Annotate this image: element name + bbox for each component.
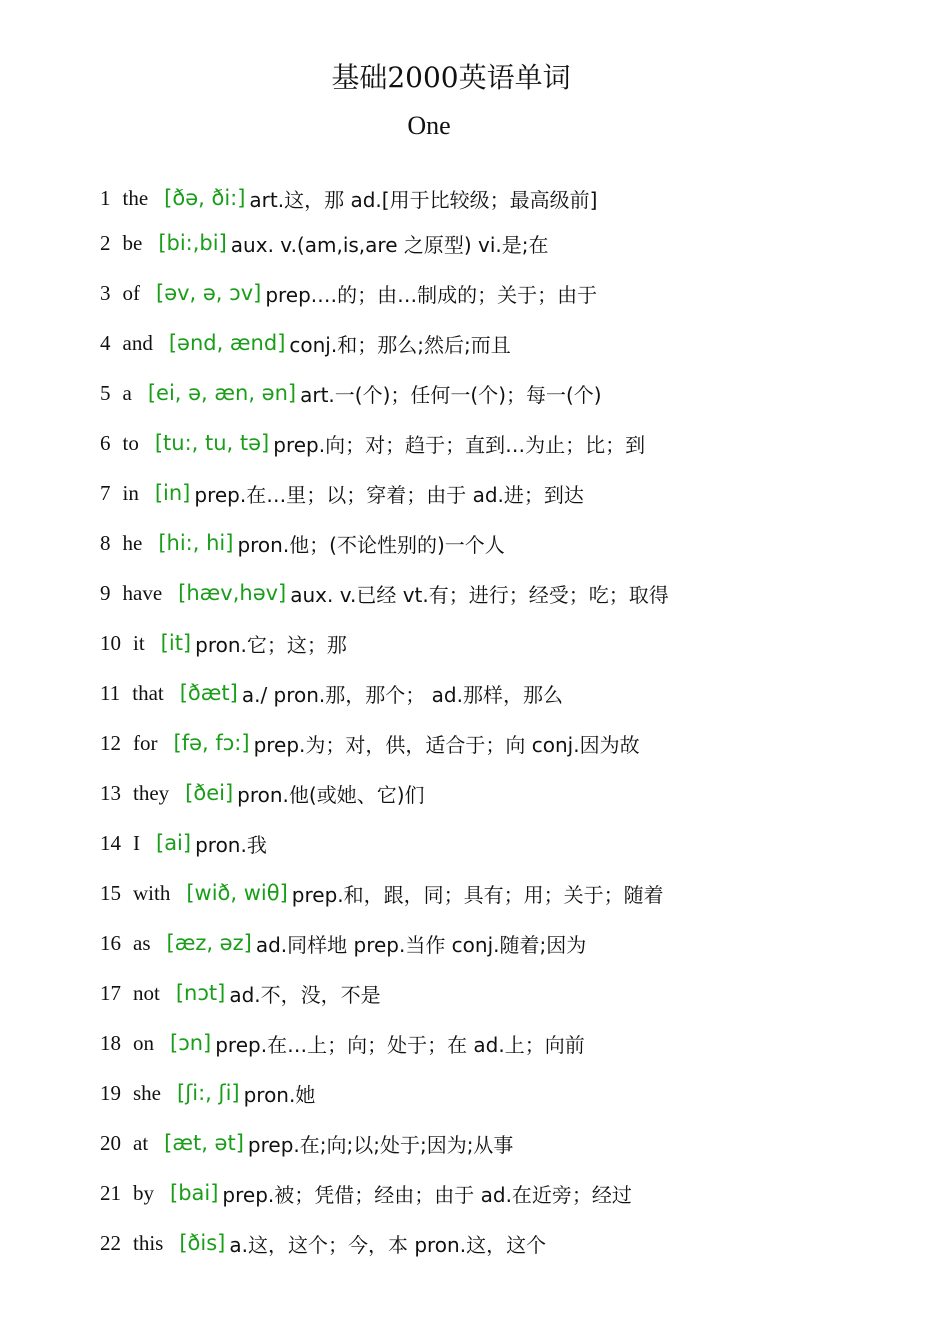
entry-number: 14 xyxy=(100,830,121,855)
entry-number: 21 xyxy=(100,1180,121,1205)
entry-definition: art.这，那 ad.[用于比较级；最高级前] xyxy=(249,187,598,212)
entry-number: 4 xyxy=(100,330,111,355)
entry-word: be xyxy=(122,230,143,255)
entry-number: 11 xyxy=(100,680,121,705)
vocabulary-entry xyxy=(100,518,920,568)
entry-number: 3 xyxy=(100,280,111,305)
entry-word: a xyxy=(122,380,132,405)
vocabulary-entry xyxy=(100,568,920,618)
entry-number: 20 xyxy=(100,1130,121,1155)
vocabulary-entry xyxy=(100,1218,920,1268)
entry-word: in xyxy=(122,480,139,505)
vocabulary-entry xyxy=(100,468,920,518)
vocabulary-entry xyxy=(100,1118,920,1168)
vocabulary-entry xyxy=(100,618,920,668)
entry-phonetic: [bai] xyxy=(170,1181,219,1205)
entry-definition: prep.在…里；以；穿着；由于 ad.进；到达 xyxy=(194,482,584,507)
entry-phonetic: [hæv,həv] xyxy=(178,581,287,605)
entry-word: the xyxy=(122,185,149,210)
entry-phonetic: [ðei] xyxy=(185,781,234,805)
entry-number: 17 xyxy=(100,980,121,1005)
entry-word: of xyxy=(122,280,140,305)
entry-definition: aux. v.(am,is,are 之原型) vi.是;在 xyxy=(230,232,549,257)
entry-phonetic: [bi:,bi] xyxy=(158,231,227,255)
entry-phonetic: [ðə, ði:] xyxy=(164,186,246,210)
entry-definition: a./ pron.那，那个； ad.那样，那么 xyxy=(241,682,563,707)
entry-definition: aux. v.已经 vt.有；进行；经受；吃；取得 xyxy=(290,582,669,607)
vocabulary-entry xyxy=(100,218,920,268)
entry-definition: prep.被；凭借；经由；由于 ad.在近旁；经过 xyxy=(222,1182,632,1207)
vocabulary-entry xyxy=(100,668,920,718)
entry-word: with xyxy=(133,880,171,905)
entry-number: 6 xyxy=(100,430,111,455)
entry-word: as xyxy=(133,930,151,955)
entry-definition: ad.不，没，不是 xyxy=(229,982,381,1007)
entry-number: 9 xyxy=(100,580,111,605)
entry-definition: prep.…的；由…制成的；关于；由于 xyxy=(265,282,598,307)
entry-definition: prep.向；对；趋于；直到…为止；比；到 xyxy=(273,432,646,457)
entry-word: at xyxy=(133,1130,149,1155)
entry-definition: pron.他(或她、它)们 xyxy=(237,782,425,807)
entry-number: 13 xyxy=(100,780,121,805)
entry-number: 16 xyxy=(100,930,121,955)
entry-number: 8 xyxy=(100,530,111,555)
vocabulary-entry xyxy=(100,918,920,968)
vocabulary-entry xyxy=(100,1168,920,1218)
vocabulary-entry xyxy=(100,318,920,368)
entry-word: for xyxy=(133,730,158,755)
vocabulary-entry xyxy=(100,768,920,818)
vocabulary-entry xyxy=(100,178,920,218)
entry-phonetic: [ənd, ænd] xyxy=(168,331,286,355)
entry-definition: conj.和；那么;然后;而且 xyxy=(289,332,511,357)
entry-definition: pron.他；(不论性别的)一个人 xyxy=(237,532,505,557)
vocabulary-entry xyxy=(100,718,920,768)
entry-definition: prep.和，跟，同；具有；用；关于；随着 xyxy=(291,882,664,907)
entry-word: he xyxy=(122,530,143,555)
document-title: 基础2000英语单词 xyxy=(331,61,571,94)
entry-phonetic: [fə, fɔ:] xyxy=(173,731,250,755)
vocabulary-entry xyxy=(100,968,920,1018)
entry-definition: prep.在;向;以;处于;因为;从事 xyxy=(247,1132,514,1157)
entry-word: it xyxy=(133,630,145,655)
entry-phonetic: [ʃi:, ʃi] xyxy=(177,1081,240,1105)
vocabulary-entry xyxy=(100,1018,920,1068)
entry-word: to xyxy=(122,430,139,455)
entry-phonetic: [ɔn] xyxy=(170,1031,212,1055)
entry-phonetic: [it] xyxy=(160,631,192,655)
entry-phonetic: [əv, ə, ɔv] xyxy=(156,281,262,305)
entry-number: 1 xyxy=(100,185,111,210)
entry-phonetic: [ðæt] xyxy=(179,681,238,705)
entry-phonetic: [ai] xyxy=(156,831,192,855)
entry-word: I xyxy=(133,830,140,855)
entry-word: have xyxy=(122,580,163,605)
entry-definition: prep.为；对，供，适合于；向 conj.因为故 xyxy=(253,732,640,757)
entry-definition: a.这，这个；今，本 pron.这，这个 xyxy=(229,1232,547,1257)
entry-number: 15 xyxy=(100,880,121,905)
entry-phonetic: [ðis] xyxy=(179,1231,226,1255)
entry-phonetic: [nɔt] xyxy=(175,981,226,1005)
vocabulary-entry xyxy=(100,868,920,918)
entry-phonetic: [æt, ət] xyxy=(164,1131,244,1155)
entry-definition: art.一(个)；任何一(个)；每一(个) xyxy=(300,382,602,407)
entry-number: 19 xyxy=(100,1080,121,1105)
entry-number: 7 xyxy=(100,480,111,505)
vocabulary-entry xyxy=(100,368,920,418)
entry-definition: pron.我 xyxy=(195,832,267,857)
entry-number: 22 xyxy=(100,1230,121,1255)
entry-word: that xyxy=(132,680,164,705)
entry-number: 10 xyxy=(100,630,121,655)
entry-phonetic: [hi:, hi] xyxy=(158,531,234,555)
entry-definition: prep.在…上；向；处于；在 ad.上；向前 xyxy=(215,1032,585,1057)
entry-word: by xyxy=(133,1180,154,1205)
entry-definition: ad.同样地 prep.当作 conj.随着;因为 xyxy=(255,932,587,957)
entry-phonetic: [wið, wiθ] xyxy=(186,881,288,905)
entry-word: not xyxy=(133,980,160,1005)
entry-word: and xyxy=(122,330,153,355)
entry-phonetic: [ei, ə, æn, ən] xyxy=(147,381,297,405)
entry-word: this xyxy=(133,1230,164,1255)
entry-word: they xyxy=(133,780,170,805)
vocabulary-entry xyxy=(100,818,920,868)
document-subtitle: One xyxy=(407,111,451,140)
entry-phonetic: [in] xyxy=(154,481,191,505)
entry-definition: pron.它；这；那 xyxy=(195,632,347,657)
vocabulary-entry xyxy=(100,1068,920,1118)
entry-word: she xyxy=(133,1080,161,1105)
entry-number: 2 xyxy=(100,230,111,255)
entry-phonetic: [æz, əz] xyxy=(166,931,252,955)
vocabulary-entry xyxy=(100,268,920,318)
entry-number: 18 xyxy=(100,1030,121,1055)
entry-definition: pron.她 xyxy=(243,1082,316,1107)
entry-word: on xyxy=(133,1030,154,1055)
vocabulary-entry xyxy=(100,418,920,468)
entry-number: 5 xyxy=(100,380,111,405)
entry-number: 12 xyxy=(100,730,121,755)
entry-phonetic: [tu:, tu, tə] xyxy=(154,431,270,455)
vocabulary-list xyxy=(100,178,920,1268)
